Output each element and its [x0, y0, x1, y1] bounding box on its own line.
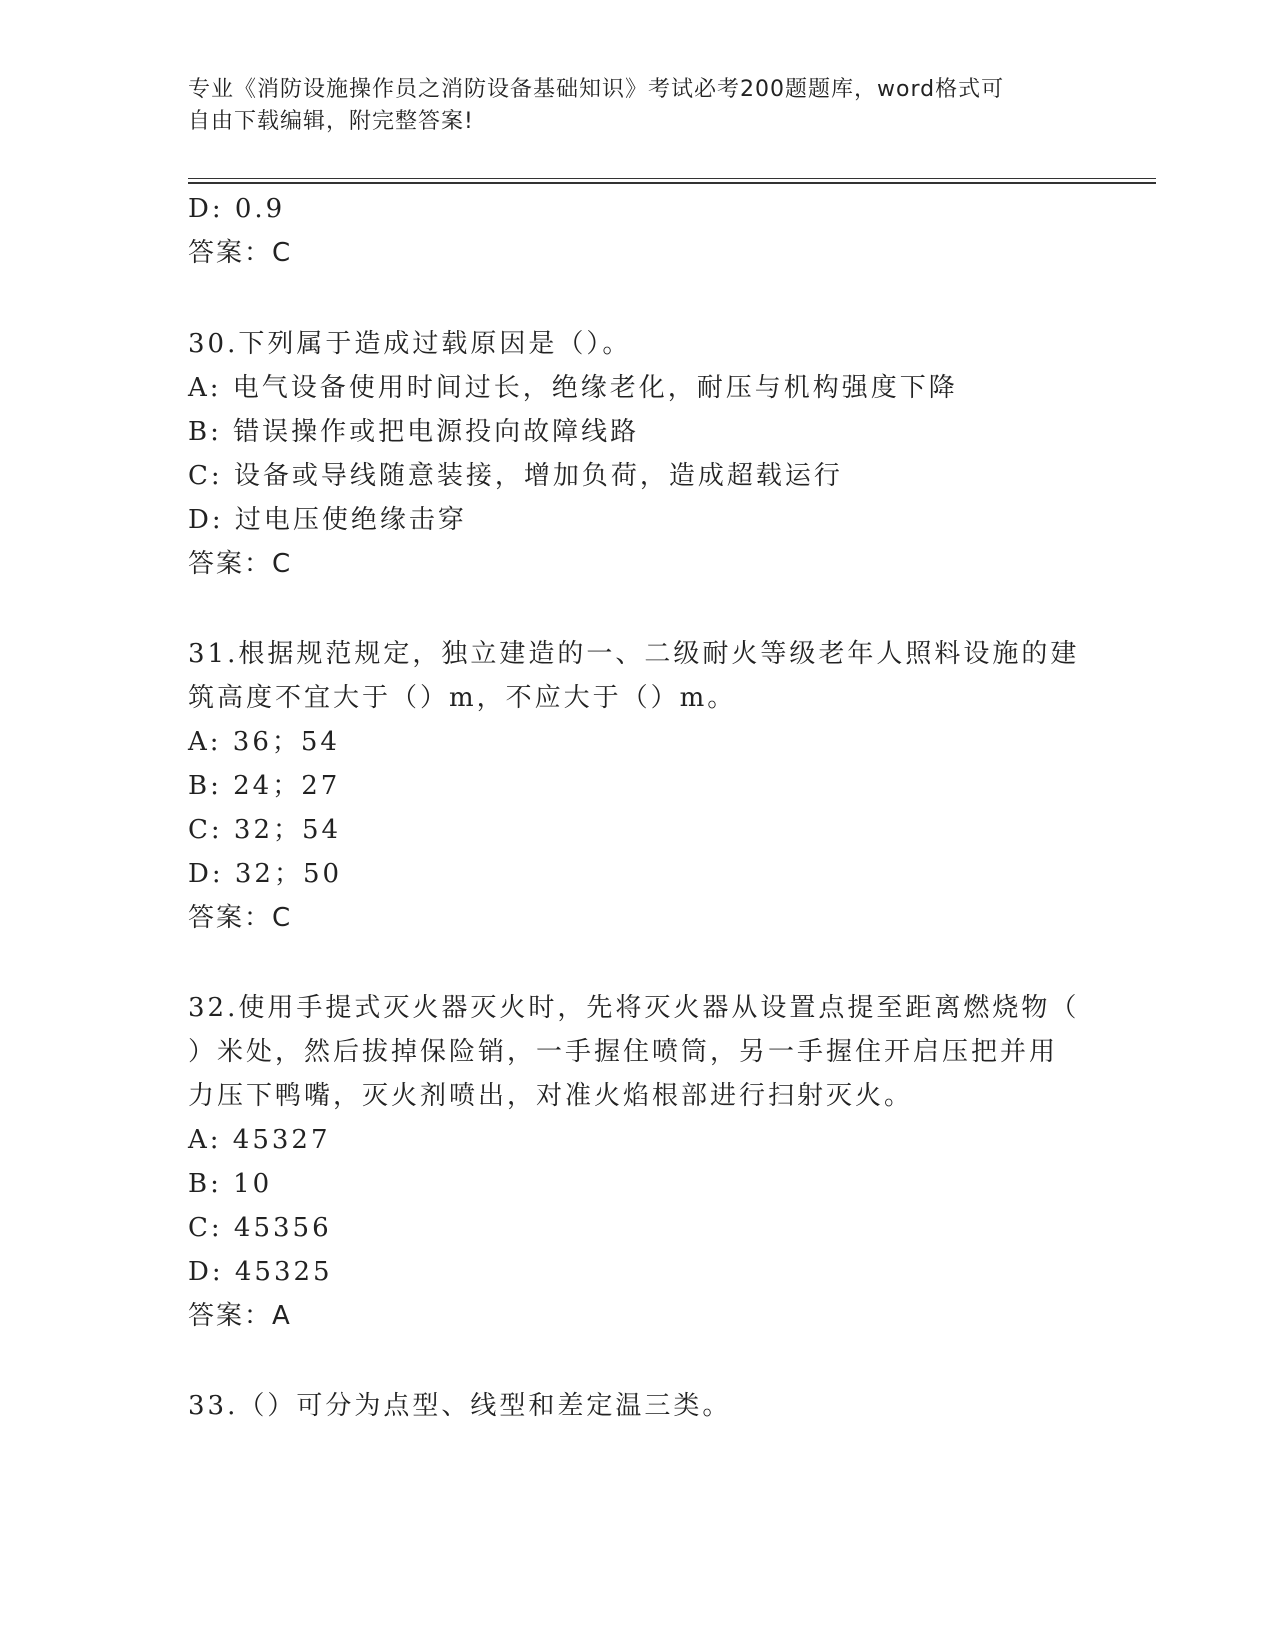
q33-question: 33.（）可分为点型、线型和差定温三类。	[188, 1391, 732, 1421]
q32-option-c: C: 45356	[188, 1213, 332, 1243]
header-title-line2: 自由下载编辑，附完整答案!	[188, 109, 474, 134]
q31-option-c: C: 32；54	[188, 815, 342, 845]
header-title-line1: 专业《消防设施操作员之消防设备基础知识》考试必考200题题库，word格式可	[188, 77, 1005, 102]
q30-answer: 答案：C	[188, 549, 293, 579]
q31-option-d: D: 32；50	[188, 859, 343, 889]
q30-option-a: A: 电气设备使用时间过长，绝缘老化，耐压与机构强度下降	[188, 373, 958, 403]
header-divider	[188, 178, 1156, 184]
q30-option-c: C: 设备或导线随意装接，增加负荷，造成超载运行	[188, 461, 843, 491]
q32-question-line2: ）米处，然后拔掉保险销，一手握住喷筒，另一手握住开启压把并用	[188, 1037, 1059, 1067]
q32-option-b: B: 10	[188, 1169, 273, 1199]
q30-option-b: B: 错误操作或把电源投向故障线路	[188, 417, 640, 447]
q32-question-line1: 32.使用手提式灭火器灭火时，先将灭火器从设置点提至距离燃烧物（	[188, 993, 1080, 1023]
q32-option-a: A: 45327	[188, 1125, 331, 1155]
q32-option-d: D: 45325	[188, 1257, 333, 1287]
q31-answer: 答案：C	[188, 903, 293, 933]
q32-answer: 答案：A	[188, 1301, 292, 1331]
q29-option-d: D: 0.9	[188, 194, 286, 224]
q30-question: 30.下列属于造成过载原因是（）。	[188, 329, 632, 359]
document-header	[188, 74, 1088, 138]
q31-question-line2: 筑高度不宜大于（）m，不应大于（）m。	[188, 683, 737, 713]
q31-question-line1: 31.根据规范规定，独立建造的一、二级耐火等级老年人照料设施的建	[188, 639, 1080, 669]
q32-question-line3: 力压下鸭嘴，灭火剂喷出，对准火焰根部进行扫射灭火。	[188, 1081, 914, 1111]
q30-option-d: D: 过电压使绝缘击穿	[188, 505, 467, 535]
q29-answer: 答案：C	[188, 238, 293, 268]
q31-option-b: B: 24；27	[188, 771, 341, 801]
q31-option-a: A: 36；54	[188, 727, 340, 757]
